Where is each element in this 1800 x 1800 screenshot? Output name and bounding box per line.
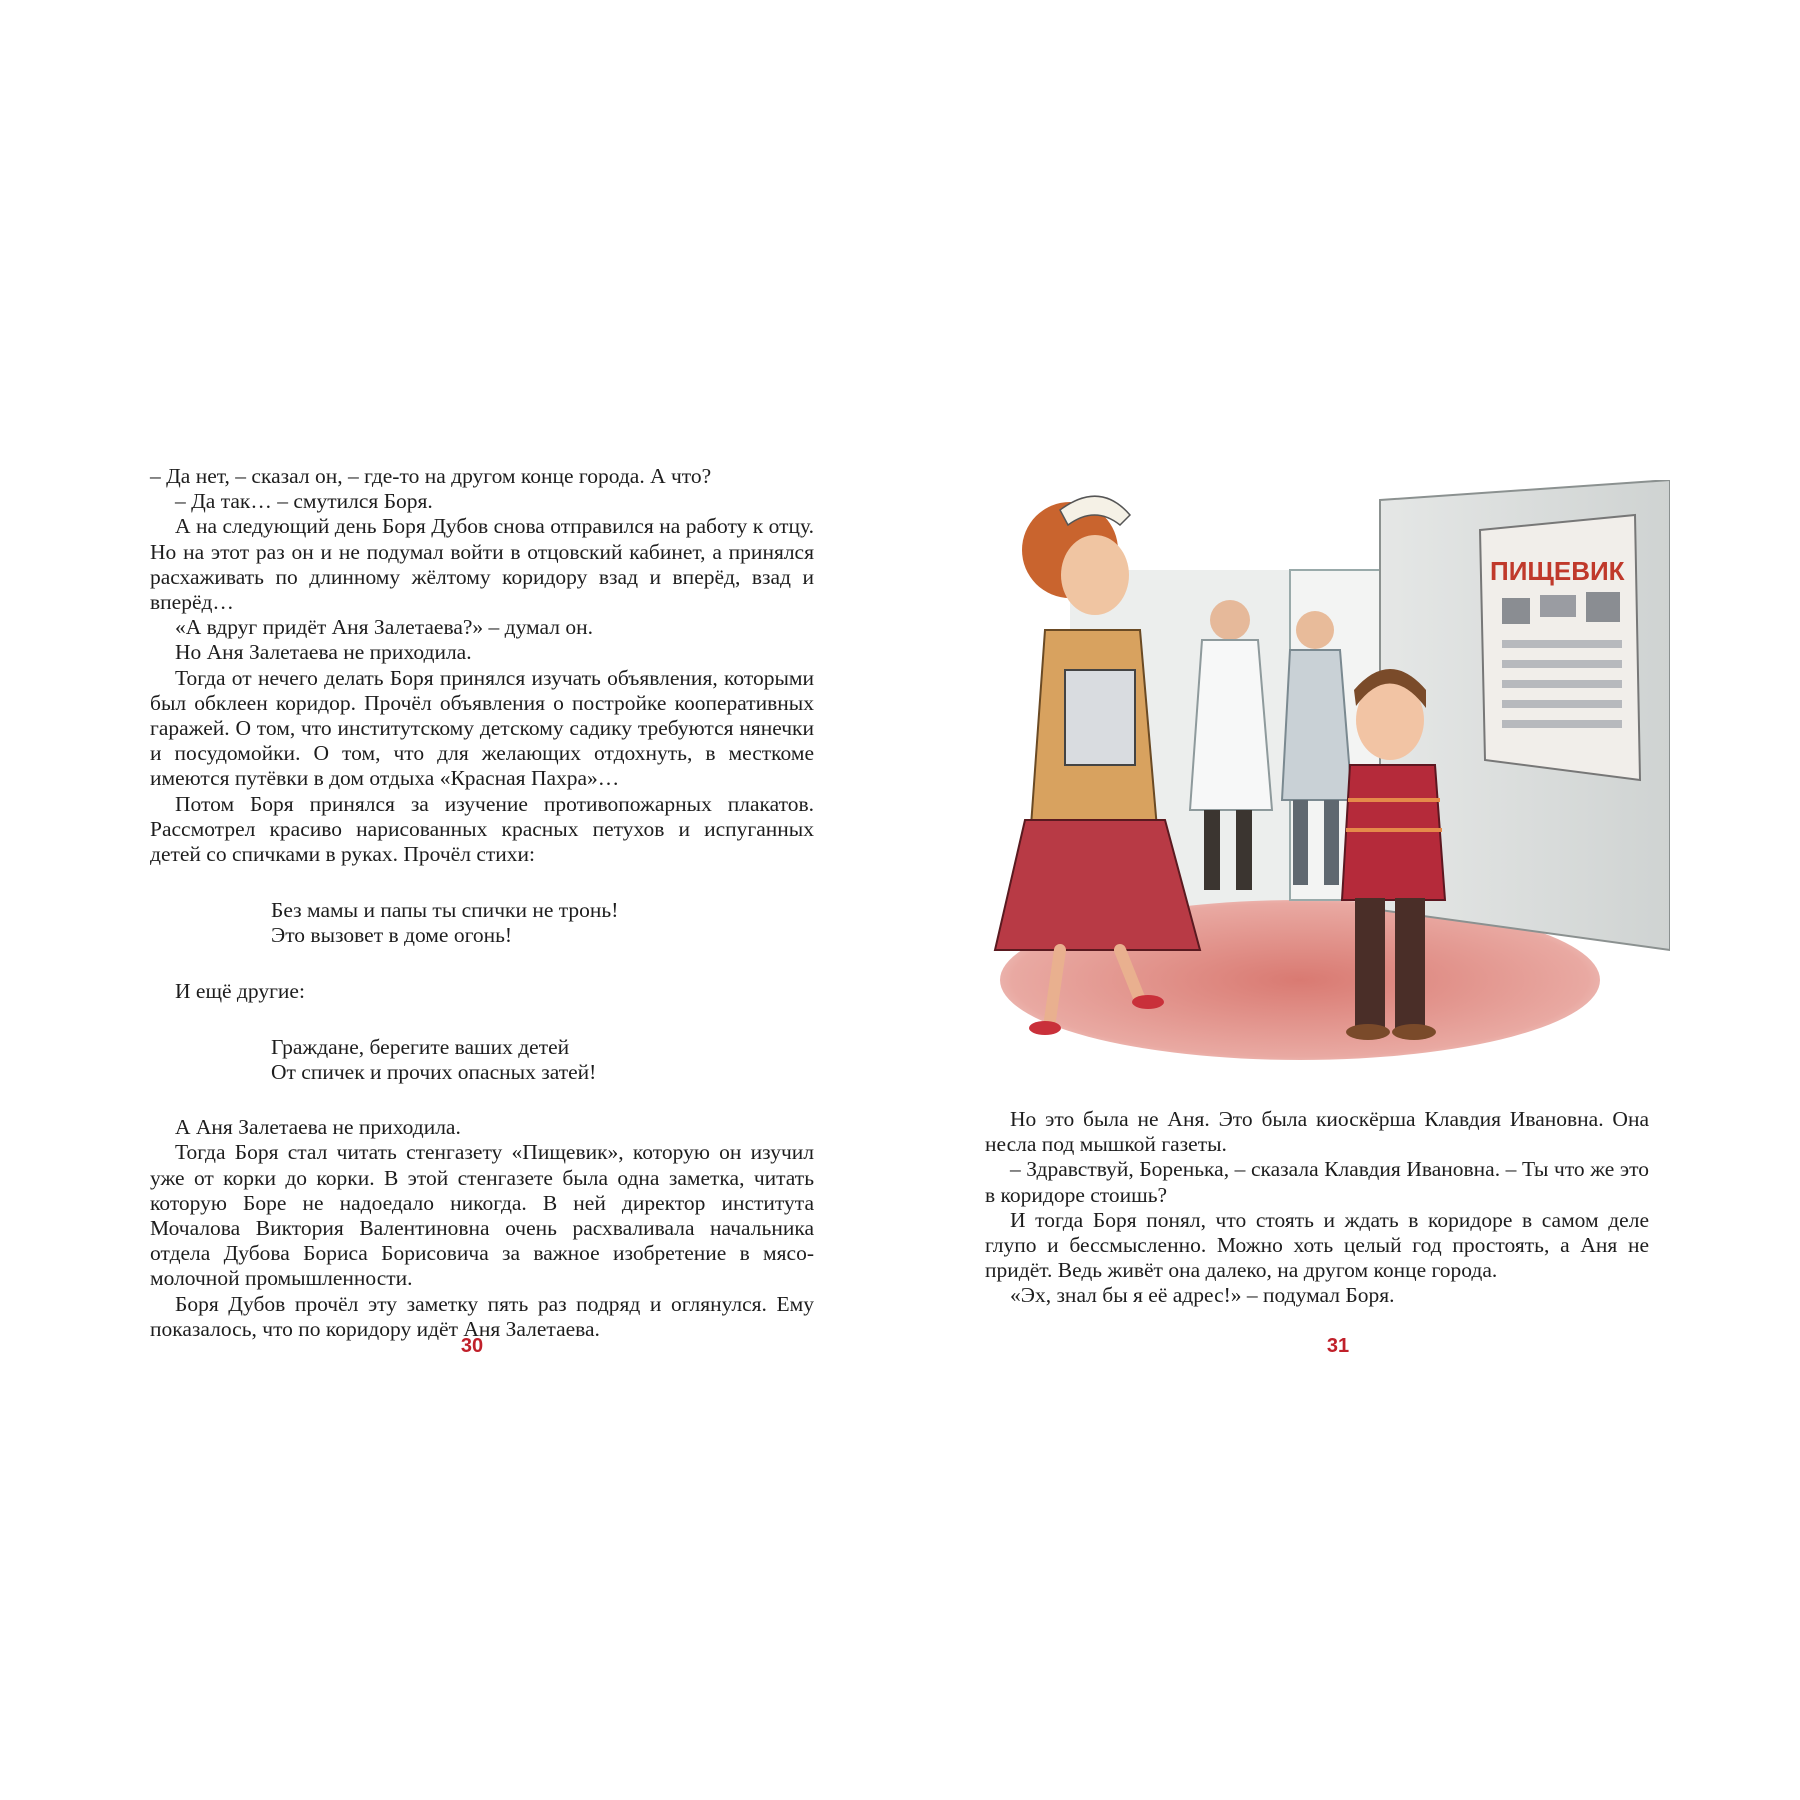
paragraph: Но это была не Аня. Это была киоскёрша Клавдия Ивановна. Она несла под мышкой газеты. xyxy=(985,1107,1649,1157)
paragraph: Но Аня Залетаева не приходила. xyxy=(175,640,472,665)
paragraph: И тогда Боря понял, что стоять и ждать в коридоре в самом деле глупо и бессмысленно. Можно хоть целый год простоять, а Аня не придёт. Ведь живёт она далеко, на другом конце города. xyxy=(985,1207,1649,1283)
paragraph: Тогда Боря стал читать стенгазету «Пищевик», которую он изучил уже от корки до корки. В этой стенгазете была одна заметка, читать которую Боре не надоедало никогда. В ней директор института Мочалова Виктория Валентиновна очень расхваливала начальника отдела Дубова Бориса Борисовича за важное изобретение в мясо-молочной промышленности. xyxy=(150,1140,814,1291)
paragraph: – Да нет, – сказал он, – где-то на другом конце города. А что? xyxy=(150,464,712,488)
left-page-text xyxy=(150,464,814,1342)
paragraph: – Здравствуй, Боренька, – сказала Клавдия Ивановна. – Ты что же это в коридоре стоишь? xyxy=(985,1157,1649,1207)
paragraph: Потом Боря принялся за изучение противопожарных плакатов. Рассмотрел красиво нарисованных красных петухов и испуганных детей со спичками в руках. Прочёл стихи: xyxy=(150,791,814,867)
paragraph: Боря Дубов прочёл эту заметку пять раз подряд и оглянулся. Ему показалось, что по коридору идёт Аня Залетаева. xyxy=(150,1291,814,1341)
paragraph: «Эх, знал бы я её адрес!» – подумал Боря. xyxy=(1010,1283,1395,1308)
poem-line: Без мамы и папы ты спички не тронь! xyxy=(271,898,619,923)
paragraph: И ещё другие: xyxy=(175,978,305,1003)
corridor-illustration xyxy=(990,480,1670,1090)
paragraph: – Да так… – смутился Боря. xyxy=(175,489,433,514)
wall-newspaper-title: ПИЩЕВИК xyxy=(1490,556,1625,586)
page-number-left: 30 xyxy=(460,1335,484,1357)
poem-fire-safety-1 xyxy=(271,898,814,948)
paragraph: А на следующий день Боря Дубов снова отправился на работу к отцу. Но на этот раз он и не подумал войти в отцовский кабинет, а принялся расхаживать по длинному жёлтому коридору взад и вперёд, взад и вперёд… xyxy=(150,514,814,615)
right-page-text xyxy=(985,1107,1649,1309)
paragraph: «А вдруг придёт Аня Залетаева?» – думал он. xyxy=(175,615,593,640)
poem-line: Граждане, берегите ваших детей xyxy=(271,1034,570,1059)
poem-line: От спичек и прочих опасных затей! xyxy=(271,1060,597,1085)
page-number-right: 31 xyxy=(1326,1335,1350,1357)
paragraph: А Аня Залетаева не приходила. xyxy=(175,1115,461,1140)
poem-line: Это вызовет в доме огонь! xyxy=(271,923,513,948)
wall-newspaper xyxy=(1480,515,1640,780)
poem-fire-safety-2 xyxy=(271,1035,814,1085)
paragraph: Тогда от нечего делать Боря принялся изучать объявления, которыми был обклеен коридор. Прочёл объявления о постройке кооперативных гаражей. О том, что институтскому детскому садику требуются нянечки и посудомойки. О том, что для желающих отдохнуть, в месткоме имеются путёвки в дом отдыха «Красная Пахра»… xyxy=(150,665,814,791)
